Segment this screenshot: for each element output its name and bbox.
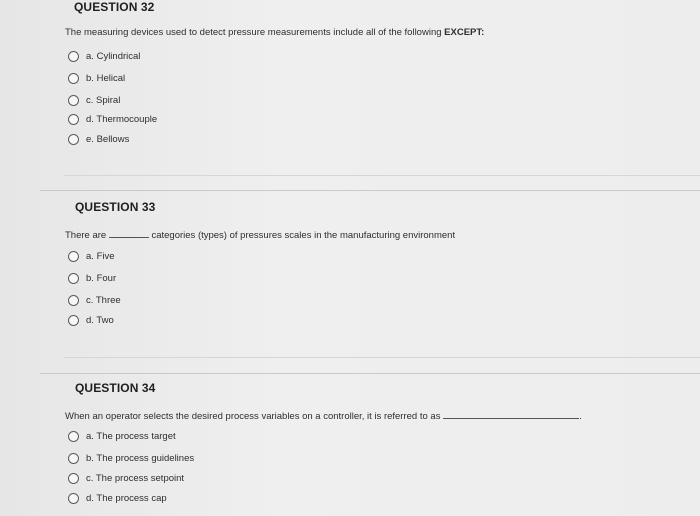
option-text: The process cap bbox=[96, 492, 167, 504]
option-text: Five bbox=[96, 250, 115, 262]
question-32-title: QUESTION 32 bbox=[74, 0, 155, 14]
question-32-prompt bbox=[65, 27, 484, 38]
section-divider bbox=[40, 190, 700, 191]
option-letter: b. bbox=[86, 272, 94, 284]
radio-button[interactable] bbox=[68, 295, 79, 306]
option-text: The process guidelines bbox=[96, 452, 195, 464]
option-letter: d. bbox=[86, 113, 94, 125]
question-33-option-c[interactable] bbox=[68, 292, 121, 308]
question-33-option-d[interactable] bbox=[68, 312, 114, 328]
option-text: Two bbox=[96, 314, 114, 326]
option-text: Bellows bbox=[96, 133, 130, 145]
question-34-prompt bbox=[65, 411, 582, 422]
question-34-title: QUESTION 34 bbox=[75, 381, 156, 395]
option-text: Three bbox=[95, 294, 121, 306]
question-divider bbox=[64, 175, 700, 176]
option-letter: d. bbox=[86, 492, 94, 504]
radio-button[interactable] bbox=[68, 453, 79, 464]
question-34-option-c[interactable] bbox=[68, 470, 184, 486]
radio-button[interactable] bbox=[68, 114, 79, 125]
question-33-prompt-end: categories (types) of pressures scales in the manufacturing environment bbox=[151, 230, 456, 241]
radio-button[interactable] bbox=[68, 134, 79, 145]
question-32-option-a[interactable] bbox=[68, 48, 140, 64]
question-33-prompt bbox=[65, 230, 455, 241]
option-letter: d. bbox=[86, 314, 94, 326]
radio-button[interactable] bbox=[68, 95, 79, 106]
option-text: Cylindrical bbox=[96, 50, 141, 62]
radio-button[interactable] bbox=[68, 315, 79, 326]
question-34-option-d[interactable] bbox=[68, 490, 167, 506]
radio-button[interactable] bbox=[68, 493, 79, 504]
option-text: The process setpoint bbox=[95, 472, 185, 484]
question-33-option-b[interactable] bbox=[68, 270, 116, 286]
option-text: The process target bbox=[96, 430, 176, 442]
question-34-option-b[interactable] bbox=[68, 450, 194, 466]
option-letter: b. bbox=[86, 72, 94, 84]
section-divider bbox=[40, 373, 700, 374]
option-letter: c. bbox=[86, 94, 94, 106]
question-33-prompt-start: There are bbox=[65, 230, 107, 241]
option-letter: e. bbox=[86, 133, 94, 145]
option-text: Thermocouple bbox=[96, 113, 158, 125]
option-letter: c. bbox=[86, 472, 94, 484]
option-letter: a. bbox=[86, 430, 94, 442]
radio-button[interactable] bbox=[68, 473, 79, 484]
option-letter: a. bbox=[86, 50, 94, 62]
question-32-option-b[interactable] bbox=[68, 70, 125, 86]
question-32-option-c[interactable] bbox=[68, 92, 120, 108]
radio-button[interactable] bbox=[68, 73, 79, 84]
question-32-option-e[interactable] bbox=[68, 131, 129, 147]
option-text: Helical bbox=[96, 72, 126, 84]
question-34-prompt-end: . bbox=[579, 411, 582, 422]
radio-button[interactable] bbox=[68, 431, 79, 442]
question-32-option-d[interactable] bbox=[68, 111, 157, 127]
option-text: Spiral bbox=[96, 94, 121, 106]
question-32-prompt-text: The measuring devices used to detect pressure measurements include all of the following bbox=[65, 27, 445, 38]
answer-blank bbox=[109, 236, 149, 238]
radio-button[interactable] bbox=[68, 251, 79, 262]
option-letter: b. bbox=[86, 452, 94, 464]
question-32-prompt-emphasis: EXCEPT: bbox=[444, 27, 485, 38]
answer-blank bbox=[443, 417, 579, 419]
option-letter: a. bbox=[86, 250, 94, 262]
radio-button[interactable] bbox=[68, 51, 79, 62]
radio-button[interactable] bbox=[68, 273, 79, 284]
question-33-option-a[interactable] bbox=[68, 248, 115, 264]
option-letter: c. bbox=[86, 294, 94, 306]
question-34-option-a[interactable] bbox=[68, 428, 176, 444]
question-divider bbox=[64, 357, 700, 358]
question-34-prompt-text: When an operator selects the desired process variables on a controller, it is referred to as bbox=[65, 411, 441, 422]
question-33-title: QUESTION 33 bbox=[75, 200, 156, 214]
option-text: Four bbox=[96, 272, 117, 284]
